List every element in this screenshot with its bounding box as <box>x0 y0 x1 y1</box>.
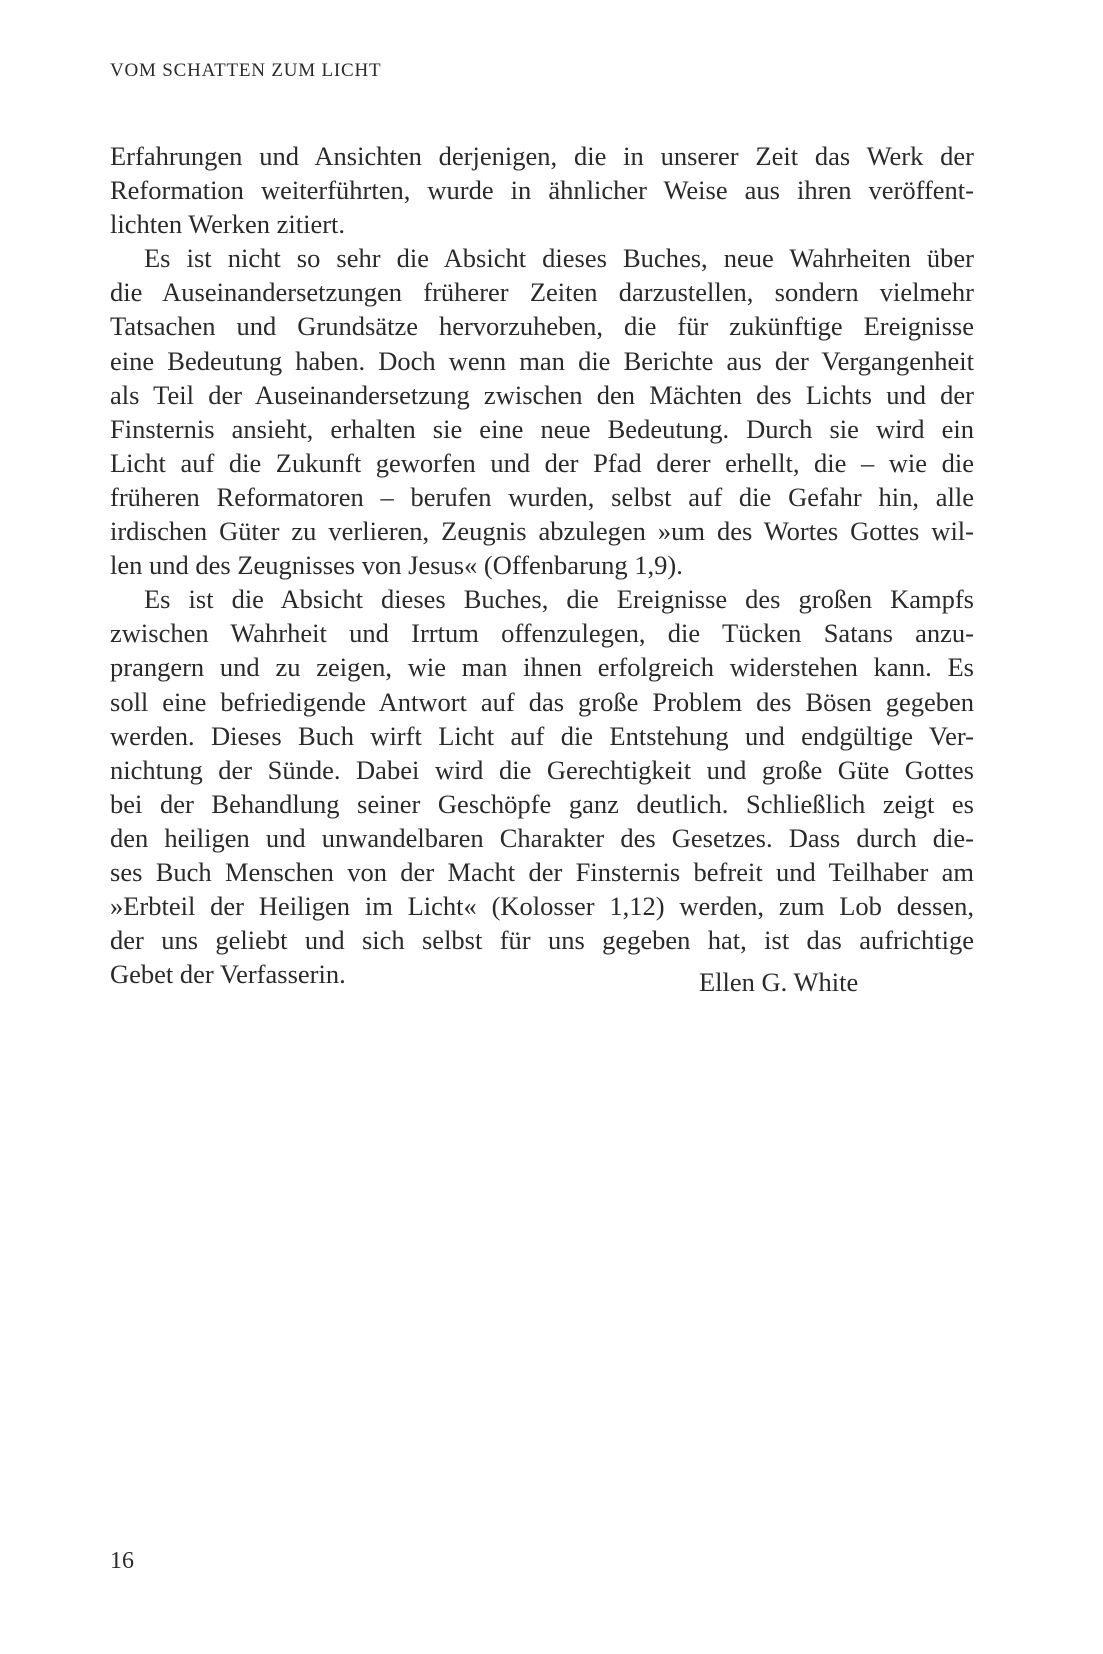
text-line: Tatsachen und Grundsätze hervorzuheben, die für zukünftige Ereignisse <box>110 311 974 342</box>
text-line: bei der Behandlung seiner Geschöpfe ganz deutlich. Schließlich zeigt es <box>110 788 974 819</box>
text-line: die Auseinandersetzungen früherer Zeiten darzustellen, sondern vielmehr <box>110 277 974 308</box>
text-line: Reformation weiterführten, wurde in ähnlicher Weise aus ihren veröffent- <box>110 175 974 206</box>
paragraph <box>110 241 974 582</box>
text-line: als Teil der Auseinandersetzung zwischen den Mächten des Lichts und der <box>110 379 974 410</box>
text-line: len und des Zeugnisses von Jesus« (Offenbarung 1,9). <box>110 550 683 581</box>
text-line: »Erbteil der Heiligen im Licht« (Kolosser 1,12) werden, zum Lob dessen, <box>110 891 974 922</box>
text-line: irdischen Güter zu verlieren, Zeugnis abzulegen »um des Wortes Gottes wil- <box>110 516 974 547</box>
text-line: werden. Dieses Buch wirft Licht auf die Entstehung und endgültige Ver- <box>110 720 974 751</box>
text-line: prangern und zu zeigen, wie man ihnen erfolgreich widerstehen kann. Es <box>110 652 974 683</box>
text-line: Es ist nicht so sehr die Absicht dieses Buches, neue Wahrheiten über <box>144 243 974 274</box>
author-signature: Ellen G. White <box>699 967 859 998</box>
text-line: ses Buch Menschen von der Macht der Finsternis befreit und Teilhaber am <box>110 856 974 887</box>
text-line: lichten Werken zitiert. <box>110 209 346 240</box>
closing-line: Gebet der Verfasserin. <box>110 959 346 990</box>
text-line: Licht auf die Zukunft geworfen und der Pfad derer erhellt, die – wie die <box>110 447 974 478</box>
text-line: zwischen Wahrheit und Irrtum offenzulegen, die Tücken Satans anzu- <box>110 618 974 649</box>
text-line: den heiligen und unwandelbaren Charakter des Gesetzes. Dass durch die- <box>110 822 974 853</box>
page-number: 16 <box>110 1548 134 1574</box>
text-line: Finsternis ansieht, erhalten sie eine neue Bedeutung. Durch sie wird ein <box>110 413 974 444</box>
text-line: Es ist die Absicht dieses Buches, die Ereignisse des großen Kampfs <box>144 584 974 615</box>
text-line: nichtung der Sünde. Dabei wird die Gerechtigkeit und große Güte Gottes <box>110 754 974 785</box>
running-head: VOM SCHATTEN ZUM LICHT <box>110 60 382 81</box>
text-line: soll eine befriedigende Antwort auf das große Problem des Bösen gegeben <box>110 686 974 717</box>
text-line: Erfahrungen und Ansichten derjenigen, die in unserer Zeit das Werk der <box>110 141 974 171</box>
paragraph <box>110 582 974 998</box>
signature-row <box>110 957 974 998</box>
text-line: früheren Reformatoren – berufen wurden, selbst auf die Gefahr hin, alle <box>110 481 974 512</box>
text-line: der uns geliebt und sich selbst für uns gegeben hat, ist das aufrichtige <box>110 925 974 956</box>
text-line: eine Bedeutung haben. Doch wenn man die Berichte aus der Vergangenheit <box>110 345 974 376</box>
paragraph <box>110 139 974 241</box>
body-text <box>110 139 974 998</box>
